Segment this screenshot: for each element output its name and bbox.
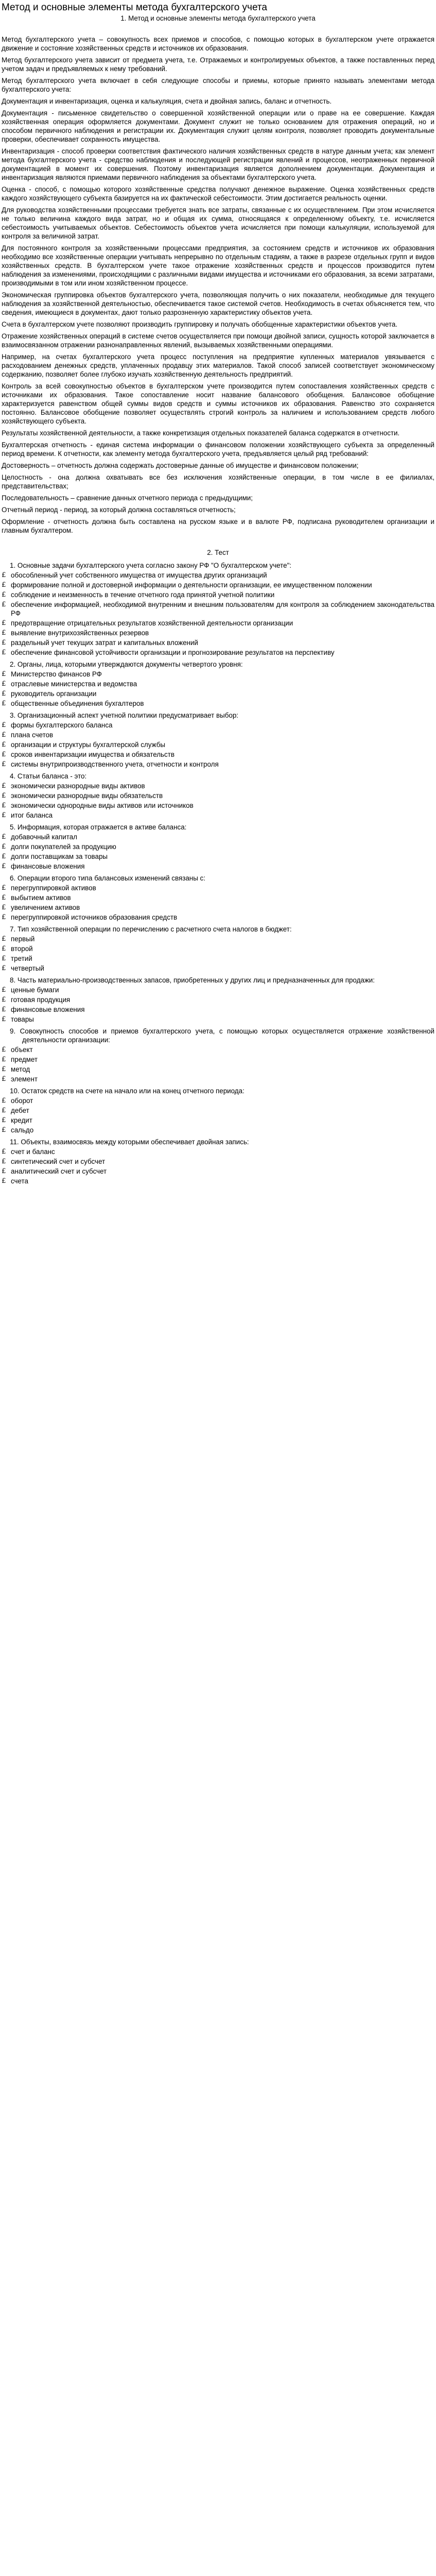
paragraph: Бухгалтерская отчетность - единая система информации о финансовом положении хозяйствующего субъекта за определенный период времени. К отчетности, как элементу метода бухгалтерского учета, предъявляется целый ряд требований: <box>2 441 434 457</box>
answer-option-label: организации и структуры бухгалтерской службы <box>11 741 165 749</box>
test-questions <box>2 561 434 1185</box>
answer-option-label: перегруппировкой источников образования средств <box>11 913 178 921</box>
answer-option-label: экономически однородные виды активов или источников <box>11 802 194 809</box>
answer-option-label: готовая продукция <box>11 996 71 1004</box>
answer-option-label: четвертый <box>11 964 44 972</box>
question-number: 6. <box>10 874 16 882</box>
answer-option[interactable] <box>2 791 434 800</box>
answer-option[interactable] <box>2 581 434 589</box>
answer-option-label: третий <box>11 955 32 962</box>
answer-option[interactable] <box>2 903 434 912</box>
paragraph: Для постоянного контроля за хозяйственными процессами предприятия, за состоянием средств и источников их образования необходимо все хозяйственные операции учитывать непрерывно по отдельным стадиям, а также в разрезе отдельных групп и видов хозяйственных средств. В бухгалтерском учете такое отражение хозяйственных средств и процессов производится путем наблюдения за изменениями, происходящими с различными видами имущества и источниками его образования, за всеми затратами, производимыми в том или ином хозяйственном процессе. <box>2 244 434 287</box>
question-number: 4. <box>10 772 16 780</box>
checkbox-icon[interactable]: £ <box>2 760 6 768</box>
answer-option-label: отраслевые министерства и ведомства <box>11 680 137 688</box>
question-text: Тип хозяйственной операции по перечислению с расчетного счета налогов в бюджет: <box>17 925 292 933</box>
checkbox-icon[interactable]: £ <box>2 1158 6 1165</box>
question <box>2 1138 434 1146</box>
paragraph: Счета в бухгалтерском учете позволяют производить группировку и получать обобщенные характеристики объектов учета. <box>2 320 398 328</box>
answer-option-label: перегруппировкой активов <box>11 884 96 892</box>
checkbox-icon[interactable]: £ <box>2 1167 6 1175</box>
answer-option[interactable] <box>2 1106 434 1115</box>
test-title: 2. Тест <box>207 549 229 556</box>
answer-option[interactable] <box>2 893 434 902</box>
paragraph: Для руководства хозяйственными процессами требуется знать все затраты, связанные с их осуществлением. При этом исчисляется не только величина каждого вида затрат, но и общая их сумма, относящаяся к определенному объекту, т.е. исчисляется себестоимость учитываемых объектов. Себестоимость объектов учета исчисляется при помощи калькуляции, используемой для контроля за величиной затрат. <box>2 206 434 240</box>
answer-option-label: обеспечение информацией, необходимой внутренним и внешним пользователям для контроля за соблюдением законодательства РФ <box>11 601 434 617</box>
question <box>2 660 434 669</box>
checkbox-icon[interactable]: £ <box>2 721 6 729</box>
checkbox-icon[interactable]: £ <box>2 986 6 994</box>
answer-option[interactable] <box>2 964 434 973</box>
checkbox-icon[interactable]: £ <box>2 1015 6 1023</box>
answer-option[interactable] <box>2 648 434 657</box>
answer-option[interactable] <box>2 638 434 647</box>
answer-option[interactable] <box>2 852 434 861</box>
checkbox-icon[interactable]: £ <box>2 862 6 870</box>
answer-option[interactable] <box>2 1126 434 1134</box>
paragraph: Целостность - она должна охватывать все без исключения хозяйственные операции, в том числе в ее филиалах, представительствах; <box>2 473 434 490</box>
answer-option[interactable] <box>2 1096 434 1105</box>
answer-option[interactable] <box>2 1075 434 1083</box>
question-text: Совокупность способов и приемов бухгалтерского учета, с помощью которых осуществляется отражение хозяйственной деятельности организации: <box>20 1027 434 1044</box>
answer-option-label: добавочный капитал <box>11 833 77 841</box>
checkbox-icon[interactable]: £ <box>2 700 6 707</box>
checkbox-icon[interactable]: £ <box>2 913 6 921</box>
question-text: Часть материально-производственных запасов, приобретенных у других лиц и предназначенных для продажи: <box>17 976 375 984</box>
checkbox-icon[interactable]: £ <box>2 964 6 972</box>
answer-option-label: оборот <box>11 1097 33 1105</box>
paragraph: Контроль за всей совокупностью объектов в бухгалтерском учете производится путем сопоставления хозяйственных средств с источниками их образования. Такое сопоставление носит название балансового обобщения. Балансовое обобщение характеризуется равенством общей суммы видов средств и суммы источников их образования. Равенство это сохраняется постоянно. Балансовое обобщение позволяет осуществлять строгий контроль за наличием и использованием средств любого хозяйствующего субъекта. <box>2 382 434 425</box>
paragraph: Документация - письменное свидетельство о совершенной хозяйственной операции или о праве на ее совершение. Каждая хозяйственная операция оформляется документами. Документ служит не только основанием для отражения операций, но и способом первичного наблюдения и регистрации их. Документация служит целям контроля, позволяет проводить документальные проверки, обеспечивает сохранность имущества. <box>2 109 434 143</box>
checkbox-icon[interactable]: £ <box>2 1116 6 1124</box>
answer-option[interactable] <box>2 801 434 810</box>
checkbox-icon[interactable]: £ <box>2 1177 6 1185</box>
answer-option-label: системы внутрипроизводственного учета, отчетности и контроля <box>11 760 219 768</box>
checkbox-icon[interactable]: £ <box>2 996 6 1004</box>
question-number: 5. <box>10 823 16 831</box>
paragraph: Отчетный период - период, за который должна составляться отчетность; <box>2 506 236 514</box>
checkbox-icon[interactable]: £ <box>2 904 6 911</box>
answer-option[interactable] <box>2 833 434 841</box>
question-number: 7. <box>10 925 16 933</box>
answer-option[interactable] <box>2 1045 434 1054</box>
answer-option[interactable] <box>2 884 434 892</box>
answer-option[interactable] <box>2 689 434 698</box>
checkbox-icon[interactable]: £ <box>2 792 6 800</box>
checkbox-icon[interactable]: £ <box>2 1065 6 1073</box>
answer-option-label: объект <box>11 1046 33 1054</box>
checkbox-icon[interactable]: £ <box>2 1075 6 1083</box>
answer-option[interactable] <box>2 670 434 679</box>
answer-option-label: финансовые вложения <box>11 862 85 870</box>
answer-option[interactable] <box>2 629 434 637</box>
answer-option[interactable] <box>2 590 434 599</box>
checkbox-icon[interactable]: £ <box>2 955 6 962</box>
answer-option-label: обособленный учет собственного имущества от имущества других организаций <box>11 571 267 579</box>
paragraph: Отражение хозяйственных операций в системе счетов осуществляется при помощи двойной записи, сущность которой заключается в взаимосвязанном отражении разнонаправленных явлений, вызываемых хозяйственными операциями. <box>2 332 434 349</box>
checkbox-icon[interactable]: £ <box>2 591 6 599</box>
question <box>2 561 434 570</box>
paragraph: Инвентаризация - способ проверки соответствия фактического наличия хозяйственных средств в натуре данным учета; как элемент метода бухгалтерского учета - средство наблюдения и последующей регистрации явлений и процессов, неотраженных первичной документацией в момент их совершения. Поэтому инвентаризация является дополнением документации. Документация и инвентаризация являются приемами первичного наблюдения за объектами бухгалтерского учета. <box>2 147 434 181</box>
question-text: Статьи баланса - это: <box>17 772 87 780</box>
answer-option[interactable] <box>2 1116 434 1125</box>
section-body <box>2 35 434 535</box>
checkbox-icon[interactable]: £ <box>2 843 6 851</box>
answer-option-label: элемент <box>11 1075 38 1083</box>
answer-option[interactable] <box>2 995 434 1004</box>
question-text: Объекты, взаимосвязь между которыми обеспечивает двойная запись: <box>21 1138 249 1146</box>
answer-option-label: плана счетов <box>11 731 54 739</box>
paragraph: Оформление - отчетность должна быть составлена на русском языке и в валюте РФ, подписана руководителем организации и главным бухгалтером. <box>2 518 434 534</box>
paragraph: Оценка - способ, с помощью которого хозяйственные средства получают денежное выражение. Оценка хозяйственных средств каждого хозяйствующего субъекта базируется на их фактической себестоимости. Этим достигается реальность оценки. <box>2 185 434 202</box>
answer-option-label: метод <box>11 1065 30 1073</box>
checkbox-icon[interactable]: £ <box>2 649 6 656</box>
question <box>2 711 434 720</box>
checkbox-icon[interactable]: £ <box>2 802 6 809</box>
answer-option[interactable] <box>2 811 434 820</box>
answer-option-label: итог баланса <box>11 811 53 819</box>
answer-option[interactable] <box>2 935 434 943</box>
checkbox-icon[interactable]: £ <box>2 782 6 790</box>
checkbox-icon[interactable]: £ <box>2 619 6 627</box>
checkbox-icon[interactable]: £ <box>2 811 6 819</box>
answer-option-label: формирование полной и достоверной информации о деятельности организации, ее имущественном положении <box>11 581 372 589</box>
checkbox-icon[interactable]: £ <box>2 833 6 841</box>
answer-option-label: руководитель организации <box>11 690 97 698</box>
checkbox-icon[interactable]: £ <box>2 1046 6 1054</box>
answer-option-label: аналитический счет и субсчет <box>11 1167 107 1175</box>
question <box>2 772 434 781</box>
answer-option-label: экономически разнородные виды обязательств <box>11 792 163 800</box>
checkbox-icon[interactable]: £ <box>2 1107 6 1114</box>
paragraph: Последовательность – сравнение данных отчетного периода с предыдущими; <box>2 494 253 502</box>
checkbox-icon[interactable]: £ <box>2 935 6 943</box>
question-number: 9. <box>10 1027 16 1035</box>
question <box>2 874 434 883</box>
checkbox-icon[interactable]: £ <box>2 629 6 637</box>
answer-option[interactable] <box>2 1055 434 1064</box>
answer-option[interactable] <box>2 750 434 759</box>
checkbox-icon[interactable]: £ <box>2 1056 6 1063</box>
answer-option-label: долги поставщикам за товары <box>11 853 108 860</box>
answer-option-label: дебет <box>11 1107 29 1114</box>
answer-option-label: экономически разнородные виды активов <box>11 782 145 790</box>
answer-option[interactable] <box>2 1147 434 1156</box>
answer-option-label: второй <box>11 945 33 953</box>
answer-option[interactable] <box>2 944 434 953</box>
question-text: Остаток средств на счете на начало или на конец отчетного периода: <box>21 1087 245 1095</box>
answer-option-label: предотвращение отрицательных результатов хозяйственной деятельности организации <box>11 619 293 627</box>
answer-option-label: счет и баланс <box>11 1148 55 1156</box>
answer-option[interactable] <box>2 954 434 963</box>
checkbox-icon[interactable]: £ <box>2 853 6 860</box>
question <box>2 1087 434 1095</box>
answer-option[interactable] <box>2 619 434 628</box>
paragraph: Метод бухгалтерского учета – совокупность всех приемов и способов, с помощью которых в бухгалтерском учете отражается движение и состояние хозяйственных средств и источников их образования. <box>2 36 434 52</box>
question-number: 3. <box>10 711 16 719</box>
answer-option-label: сальдо <box>11 1126 34 1134</box>
question-text: Основные задачи бухгалтерского учета согласно закону РФ "О бухгалтерском учете": <box>17 562 292 569</box>
checkbox-icon[interactable]: £ <box>2 571 6 579</box>
answer-option-label: выявление внутрихозяйственных резервов <box>11 629 149 637</box>
answer-option-label: первый <box>11 935 35 943</box>
checkbox-icon[interactable]: £ <box>2 731 6 739</box>
question-number: 10. <box>10 1087 20 1095</box>
answer-option[interactable] <box>2 1167 434 1176</box>
answer-option-label: соблюдение и неизменность в течение отчетного года принятой учетной политики <box>11 591 275 599</box>
question <box>2 925 434 934</box>
answer-option[interactable] <box>2 862 434 871</box>
paragraph: Метод бухгалтерского учета включает в себя следующие способы и приемы, которые принято называть элементами метода бухгалтерского учета: <box>2 77 434 93</box>
paragraph: Например, на счетах бухгалтерского учета процесс поступления на предприятие купленных материалов увязывается с расходованием денежных средств, уплаченных продавцу этих материалов. Такой способ записей соответствует экономическому содержанию, позволяет более глубоко изучать хозяйственную деятельность предприятий. <box>2 353 434 378</box>
section-subtitle: 1. Метод и основные элементы метода бухгалтерского учета <box>120 14 316 22</box>
answer-option-label: формы бухгалтерского баланса <box>11 721 113 729</box>
paragraph: Документация и инвентаризация, оценка и калькуляция, счета и двойная запись, баланс и отчетность. <box>2 97 332 105</box>
answer-option[interactable] <box>2 600 434 618</box>
page-title: Метод и основные элементы метода бухгалтерского учета <box>2 2 267 13</box>
checkbox-icon[interactable]: £ <box>2 884 6 892</box>
answer-option[interactable] <box>2 740 434 749</box>
question <box>2 1027 434 1044</box>
question-text: Информация, которая отражается в активе баланса: <box>17 823 187 831</box>
document-page <box>0 2 436 1207</box>
answer-option[interactable] <box>2 760 434 769</box>
answer-option-label: кредит <box>11 1116 32 1124</box>
question-text: Операции второго типа балансовых изменений связаны с: <box>17 874 205 882</box>
question-text: Органы, лица, которыми утверждаются документы четвертого уровня: <box>17 660 243 668</box>
answer-option[interactable] <box>2 680 434 688</box>
question <box>2 823 434 832</box>
checkbox-icon[interactable]: £ <box>2 1148 6 1156</box>
answer-option[interactable] <box>2 1177 434 1185</box>
answer-option-label: раздельный учет текущих затрат и капитальных вложений <box>11 639 198 647</box>
answer-option[interactable] <box>2 731 434 739</box>
paragraph: Достоверность – отчетность должна содержать достоверные данные об имуществе и финансовом положении; <box>2 462 359 469</box>
answer-option[interactable] <box>2 1065 434 1074</box>
answer-option-label: увеличением активов <box>11 904 80 911</box>
answer-option-label: ценные бумаги <box>11 986 59 994</box>
paragraph: Экономическая группировка объектов бухгалтерского учета, позволяющая получить о них показатели, необходимые для текущего наблюдения за хозяйственной деятельностью, обеспечивается такое системой счетов. Необходимость в счетах объясняется тем, что сведения, имеющиеся в документах, дают только разрозненную характеристику объектов учета. <box>2 291 434 316</box>
answer-option-label: выбытием активов <box>11 894 71 902</box>
answer-option[interactable] <box>2 913 434 922</box>
question-number: 1. <box>10 562 16 569</box>
answer-option[interactable] <box>2 842 434 851</box>
checkbox-icon[interactable]: £ <box>2 741 6 749</box>
answer-option[interactable] <box>2 1005 434 1014</box>
answer-option-label: синтетический счет и субсчет <box>11 1158 106 1165</box>
answer-option[interactable] <box>2 571 434 580</box>
paragraph: Метод бухгалтерского учета зависит от предмета учета, т.е. Отражаемых и контролируемых объектов, а также поставленных перед учетом задач и предъявляемых к нему требований. <box>2 56 434 73</box>
checkbox-icon[interactable]: £ <box>2 1006 6 1013</box>
answer-option-label: предмет <box>11 1056 38 1063</box>
checkbox-icon[interactable]: £ <box>2 894 6 902</box>
answer-option[interactable] <box>2 699 434 708</box>
checkbox-icon[interactable]: £ <box>2 670 6 678</box>
answer-option-label: Министерство финансов РФ <box>11 670 102 678</box>
question-number: 11. <box>10 1138 19 1146</box>
checkbox-icon[interactable]: £ <box>2 945 6 953</box>
answer-option-label: товары <box>11 1015 34 1023</box>
answer-option-label: обеспечение финансовой устойчивости организации и прогнозирование результатов на перспективу <box>11 649 335 656</box>
checkbox-icon[interactable]: £ <box>2 751 6 758</box>
checkbox-icon[interactable]: £ <box>2 639 6 647</box>
question-text: Организационный аспект учетной политики предусматривает выбор: <box>17 711 239 719</box>
checkbox-icon[interactable]: £ <box>2 690 6 698</box>
question-number: 8. <box>10 976 16 984</box>
checkbox-icon[interactable]: £ <box>2 581 6 589</box>
paragraph: Результаты хозяйственной деятельности, а также конкретизация отдельных показателей баланса содержатся в отчетности. <box>2 429 400 437</box>
answer-option-label: общественные объединения бухгалтеров <box>11 700 144 707</box>
answer-option-label: счета <box>11 1177 28 1185</box>
answer-option[interactable] <box>2 1157 434 1166</box>
answer-option[interactable] <box>2 986 434 994</box>
question-number: 2. <box>10 660 16 668</box>
answer-option[interactable] <box>2 782 434 790</box>
checkbox-icon[interactable]: £ <box>2 1126 6 1134</box>
answer-option-label: финансовые вложения <box>11 1006 85 1013</box>
answer-option[interactable] <box>2 721 434 730</box>
answer-option[interactable] <box>2 1015 434 1024</box>
answer-option-label: долги покупателей за продукцию <box>11 843 116 851</box>
checkbox-icon[interactable]: £ <box>2 680 6 688</box>
answer-option-label: сроков инвентаризации имущества и обязательств <box>11 751 175 758</box>
question <box>2 976 434 985</box>
checkbox-icon[interactable]: £ <box>2 1097 6 1105</box>
checkbox-icon[interactable]: £ <box>2 601 6 608</box>
